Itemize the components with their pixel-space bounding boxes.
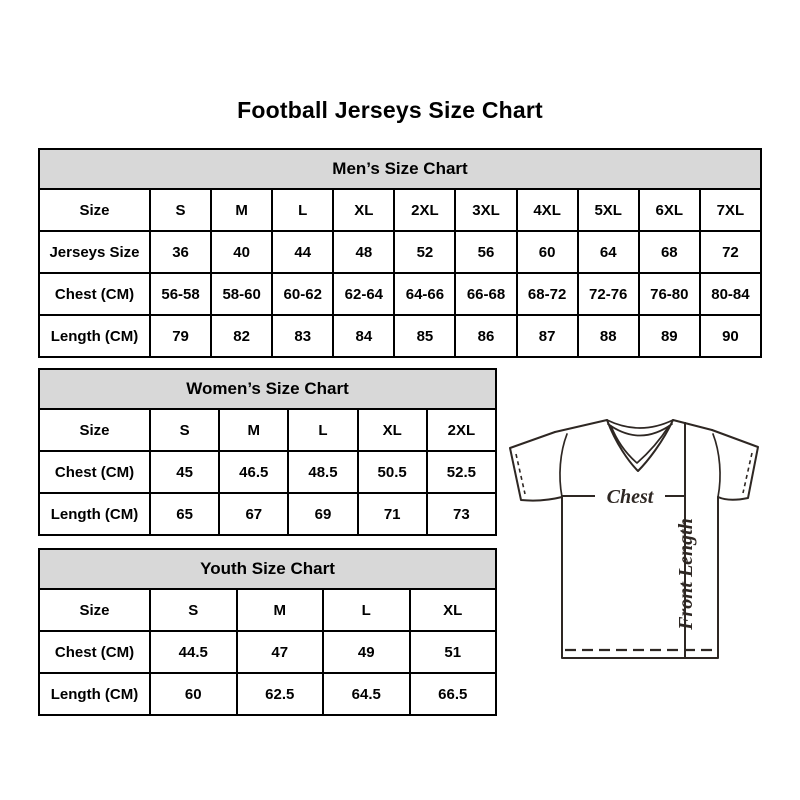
table-cell: 87 [517,315,578,357]
table-cell: 36 [150,231,211,273]
table-cell: 62.5 [237,673,324,715]
table-cell: 58-60 [211,273,272,315]
table-cell: 40 [211,231,272,273]
table-cell: 48 [333,231,394,273]
table-cell: 62-64 [333,273,394,315]
table-cell: 60 [150,673,237,715]
table-cell: 68-72 [517,273,578,315]
column-header-cell: 2XL [394,189,455,231]
table-cell: 72 [700,231,761,273]
column-header-cell: 6XL [639,189,700,231]
column-header-cell: 2XL [427,409,496,451]
column-header-cell: S [150,589,237,631]
table-cell: 72-76 [578,273,639,315]
table-cell: 79 [150,315,211,357]
table-row [39,189,761,231]
table-cell: 64-66 [394,273,455,315]
row-label-cell: Chest (CM) [39,273,150,315]
column-header-cell: S [150,189,211,231]
row-label-cell: Chest (CM) [39,451,150,493]
table-cell: 82 [211,315,272,357]
table-cell: 60 [517,231,578,273]
row-label-cell: Size [39,589,150,631]
table-cell: 52 [394,231,455,273]
row-label-cell: Chest (CM) [39,631,150,673]
table-cell: 90 [700,315,761,357]
row-label-cell: Size [39,189,150,231]
table-cell: 76-80 [639,273,700,315]
table-cell: 50.5 [358,451,427,493]
row-label-cell: Length (CM) [39,673,150,715]
table-cell: 46.5 [219,451,288,493]
youth-table-title: Youth Size Chart [39,549,496,589]
table-row [39,493,496,535]
row-label-cell: Length (CM) [39,315,150,357]
table-cell: 56 [455,231,516,273]
table-cell: 71 [358,493,427,535]
column-header-cell: XL [333,189,394,231]
column-header-cell: M [211,189,272,231]
table-cell: 64.5 [323,673,410,715]
mens-table-title: Men’s Size Chart [39,149,761,189]
column-header-cell: L [272,189,333,231]
table-cell: 45 [150,451,219,493]
column-header-cell: 5XL [578,189,639,231]
jersey-measurement-diagram [505,410,763,668]
womens-size-chart-table [38,368,497,536]
table-cell: 51 [410,631,497,673]
table-cell: 86 [455,315,516,357]
table-cell: 80-84 [700,273,761,315]
table-cell: 84 [333,315,394,357]
column-header-cell: XL [358,409,427,451]
table-cell: 85 [394,315,455,357]
table-cell: 65 [150,493,219,535]
table-row [39,673,496,715]
table-cell: 67 [219,493,288,535]
page-title: Football Jerseys Size Chart [237,97,543,123]
table-cell: 66.5 [410,673,497,715]
column-header-cell: M [219,409,288,451]
table-cell: 60-62 [272,273,333,315]
table-cell: 68 [639,231,700,273]
front-length-measure-label: Front Length [675,518,697,630]
row-label-cell: Jerseys Size [39,231,150,273]
column-header-cell: XL [410,589,497,631]
table-cell: 89 [639,315,700,357]
column-header-cell: M [237,589,324,631]
table-row [39,231,761,273]
table-cell: 73 [427,493,496,535]
column-header-cell: 7XL [700,189,761,231]
table-row [39,631,496,673]
table-row [39,409,496,451]
table-cell: 64 [578,231,639,273]
column-header-cell: S [150,409,219,451]
womens-table-title: Women’s Size Chart [39,369,496,409]
table-row [39,273,761,315]
table-cell: 69 [288,493,357,535]
table-row [39,315,761,357]
table-cell: 44 [272,231,333,273]
mens-size-chart-table [38,148,762,358]
table-cell: 83 [272,315,333,357]
row-label-cell: Size [39,409,150,451]
column-header-cell: 4XL [517,189,578,231]
table-cell: 88 [578,315,639,357]
youth-size-chart-table [38,548,497,716]
column-header-cell: 3XL [455,189,516,231]
table-cell: 47 [237,631,324,673]
table-cell: 44.5 [150,631,237,673]
table-cell: 66-68 [455,273,516,315]
table-row [39,451,496,493]
chest-measure-label: Chest [606,486,654,508]
jersey-diagram-icon [505,410,763,668]
table-row [39,589,496,631]
column-header-cell: L [288,409,357,451]
table-cell: 52.5 [427,451,496,493]
column-header-cell: L [323,589,410,631]
table-cell: 49 [323,631,410,673]
row-label-cell: Length (CM) [39,493,150,535]
table-cell: 48.5 [288,451,357,493]
table-cell: 56-58 [150,273,211,315]
